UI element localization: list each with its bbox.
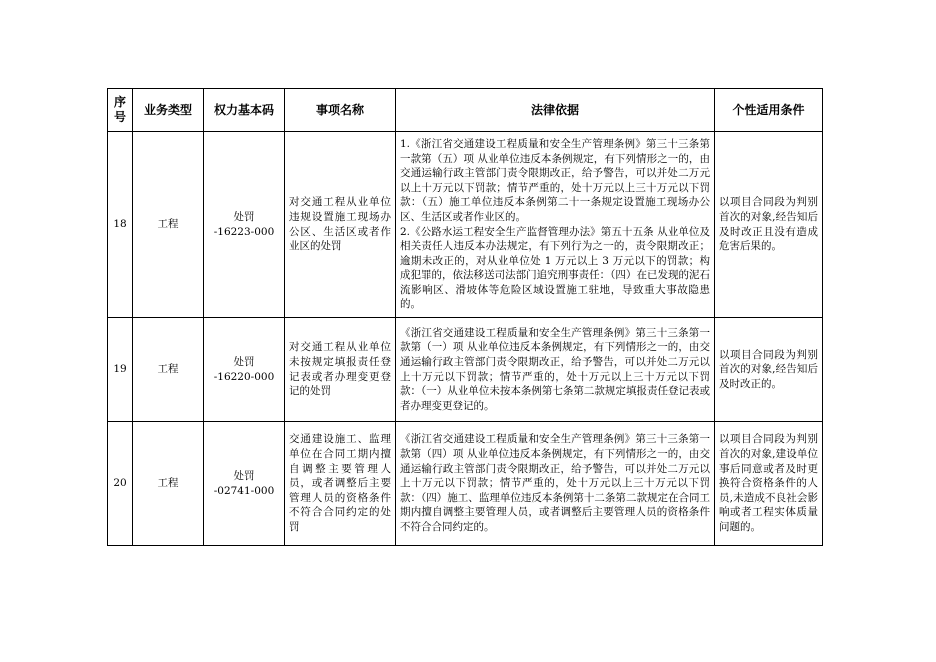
- row-basis: 1.《浙江省交通建设工程质量和安全生产管理条例》第三十三条第一款第（五）项 从业单位违反本条例规定，有下列情形之一的，由交通运输行政主管部门责令限期改正，给予警告，可以并处二万元以上十万元以下罚款；情节严重的，处十万元以上三十万元以下罚款：（五）施工单位违反本条例第二十一条规定设置施工现场办公区、生活区或者作业区的。 2.《公路水运工程安全生产监督管理办法》第五十五条 从业单位及相关责任人违反本办法规定，有下列行为之一的，责令限期改正；逾期未改正的，对从业单位处 1 万元以上 3 万元以下的罚款；构成犯罪的，依法移送司法部门追究刑事责任：（四）在已发现的泥石流影响区、滑坡体等危险区域设置施工驻地，导致重大事故隐患的。: [396, 132, 715, 318]
- row-code: 处罚 -02741-000: [204, 422, 285, 546]
- row-code: 处罚 -16223-000: [204, 132, 285, 318]
- row-condition: 以项目合同段为判别首次的对象,建设单位事后同意或者及时更换符合资格条件的人员,未造成不良社会影响或者工程实体质量问题的。: [715, 422, 823, 546]
- header-name: 事项名称: [285, 89, 396, 132]
- header-row: [108, 89, 823, 132]
- row-type: 工程: [133, 132, 204, 318]
- row-code: 处罚 -16220-000: [204, 318, 285, 422]
- table-row: [108, 318, 823, 422]
- row-no: 20: [108, 422, 133, 546]
- header-condition: 个性适用条件: [715, 89, 823, 132]
- header-basis: 法律依据: [396, 89, 715, 132]
- row-name: 对交通工程从业单位未按规定填报责任登记表或者办理变更登记的处罚: [285, 318, 396, 422]
- row-basis: 《浙江省交通建设工程质量和安全生产管理条例》第三十三条第一款第（一）项 从业单位违反本条例规定，有下列情形之一的，由交通运输行政主管部门责令限期改正，给予警告，可以并处二万元以上十万元以下罚款；情节严重的，处十万元以上三十万元以下罚款：（一）从业单位未按本条例第七条第二款规定填报责任登记表或者办理变更登记的。: [396, 318, 715, 422]
- header-type: 业务类型: [133, 89, 204, 132]
- row-type: 工程: [133, 422, 204, 546]
- row-name: 交通建设施工、监理单位在合同工期内擅自调整主要管理人员，或者调整后主要管理人员的资格条件不符合合同约定的处罚: [285, 422, 396, 546]
- header-code: 权力基本码: [204, 89, 285, 132]
- row-condition: 以项目合同段为判别首次的对象,经告知后及时改正且没有造成危害后果的。: [715, 132, 823, 318]
- table-row: [108, 132, 823, 318]
- regulation-table: [107, 88, 823, 546]
- row-no: 19: [108, 318, 133, 422]
- row-type: 工程: [133, 318, 204, 422]
- header-no: 序号: [108, 89, 133, 132]
- row-name: 对交通工程从业单位违规设置施工现场办公区、生活区或者作业区的处罚: [285, 132, 396, 318]
- row-condition: 以项目合同段为判别首次的对象,经告知后及时改正的。: [715, 318, 823, 422]
- row-basis: 《浙江省交通建设工程质量和安全生产管理条例》第三十三条第一款第（四）项 从业单位违反本条例规定，有下列情形之一的，由交通运输行政主管部门责令限期改正，给予警告，可以并处二万元以上十万元以下罚款；情节严重的，处十万元以上三十万元以下罚款：（四）施工、监理单位违反本条例第十二条第二款规定在合同工期内擅自调整主要管理人员，或者调整后主要管理人员的资格条件不符合合同约定的。: [396, 422, 715, 546]
- table-row: [108, 422, 823, 546]
- row-no: 18: [108, 132, 133, 318]
